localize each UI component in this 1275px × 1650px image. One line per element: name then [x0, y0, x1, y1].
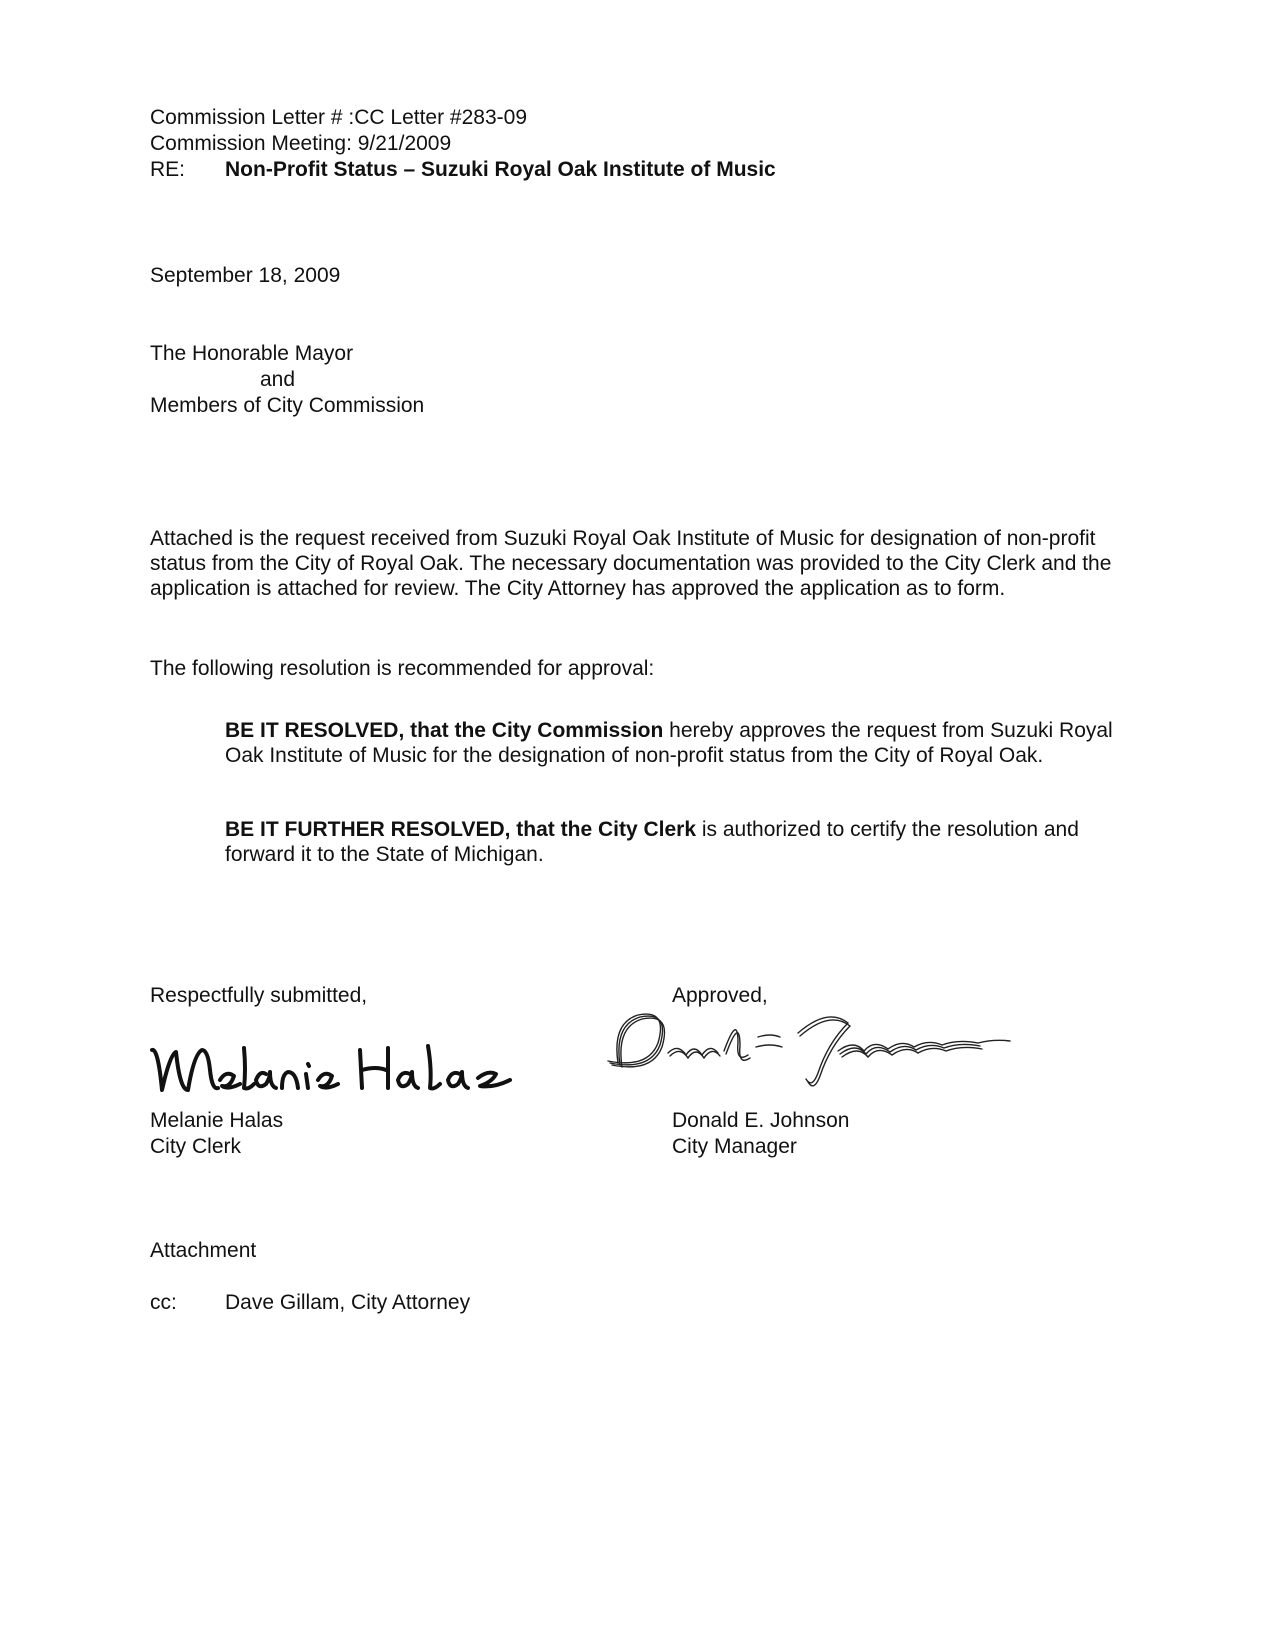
addressee-line-1: The Honorable Mayor — [150, 342, 354, 365]
attachment-note: Attachment — [150, 1239, 257, 1262]
resolution-1 — [225, 718, 1125, 768]
re-subject: Non-Profit Status – Suzuki Royal Oak Institute of Music — [225, 158, 776, 181]
letter-number-line: Commission Letter # :CC Letter #283-09 — [150, 106, 528, 129]
meeting-date-line: Commission Meeting: 9/21/2009 — [150, 132, 452, 155]
signature-melanie-halas — [148, 1030, 518, 1100]
body-paragraph-1: Attached is the request received from Suzuki Royal Oak Institute of Music for designation of non-profit status from the City of Royal Oak. The necessary documentation was provided to the City Clerk and the application is attached for review. The City Attorney has approved the application as to form. — [150, 527, 1112, 600]
addressee-line-2: and — [260, 368, 296, 391]
signer-right-title: City Manager — [672, 1135, 797, 1158]
re-label: RE: — [150, 158, 186, 181]
cc-label: cc: — [150, 1291, 177, 1314]
signer-left-name: Melanie Halas — [150, 1109, 284, 1132]
closing-left: Respectfully submitted, — [150, 984, 368, 1007]
resolution-2-text: is authorized to certify the resolution and forward it to the State of Michigan. — [225, 818, 1079, 866]
resolution-2-bold: BE IT FURTHER RESOLVED, that the City Clerk — [225, 818, 696, 841]
signer-right-name: Donald E. Johnson — [672, 1109, 850, 1132]
letter-date: September 18, 2009 — [150, 264, 341, 287]
addressee-line-3: Members of City Commission — [150, 394, 425, 417]
cc-recipient: Dave Gillam, City Attorney — [225, 1291, 471, 1314]
resolution-2 — [225, 817, 1125, 867]
resolution-1-text: hereby approves the request from Suzuki Royal Oak Institute of Music for the designation of non-profit status from the City of Royal Oak. — [225, 719, 1113, 767]
signer-left-title: City Clerk — [150, 1135, 242, 1158]
resolution-1-bold: BE IT RESOLVED, that the City Commission — [225, 719, 664, 742]
body-paragraph-2: The following resolution is recommended for approval: — [150, 657, 655, 680]
signature-donald-johnson — [598, 1003, 1028, 1093]
closing-right: Approved, — [672, 984, 768, 1007]
